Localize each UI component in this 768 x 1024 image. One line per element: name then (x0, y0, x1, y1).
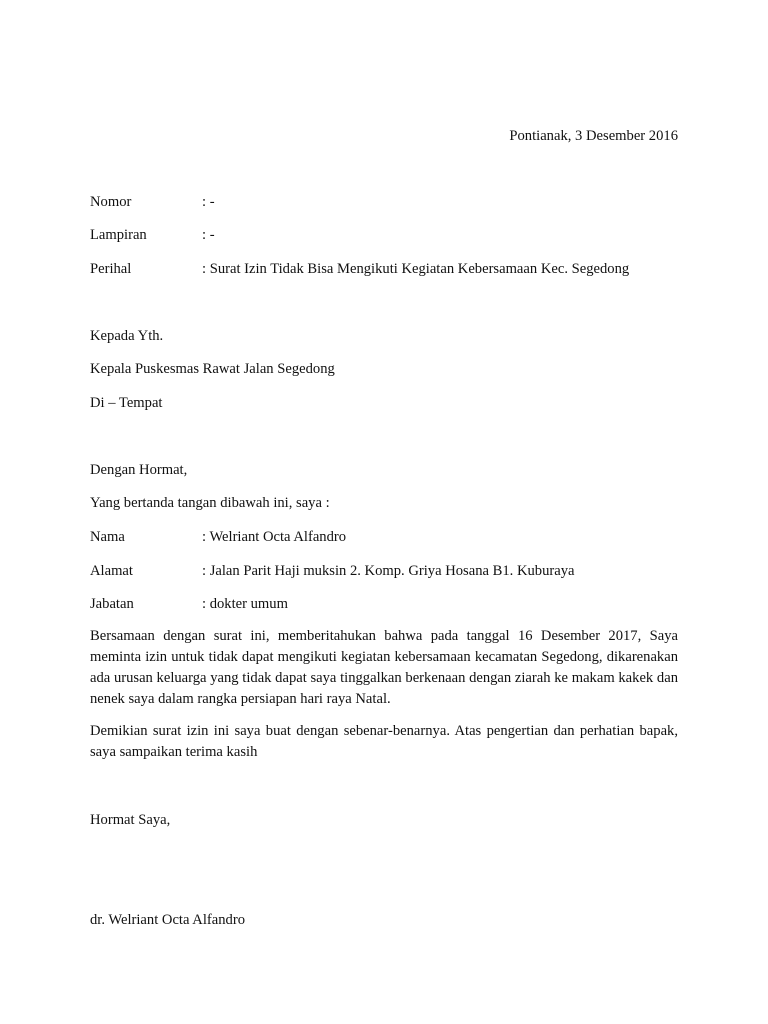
field-label-perihal: Perihal (90, 261, 132, 277)
signature-name: dr. Welriant Octa Alfandro (90, 912, 245, 928)
recipient-line-1: Kepada Yth. (90, 328, 164, 344)
identity-value-nama: : Welriant Octa Alfandro (202, 529, 347, 545)
field-label-lampiran: Lampiran (90, 227, 147, 243)
identity-value-alamat: : Jalan Parit Haji muksin 2. Komp. Griya Hosana B1. Kuburaya (202, 563, 575, 579)
field-label-nomor: Nomor (90, 194, 132, 210)
field-value-nomor: : - (202, 194, 215, 210)
identity-label-alamat: Alamat (90, 563, 133, 579)
salutation: Dengan Hormat, (90, 462, 188, 478)
field-value-lampiran: : - (202, 227, 215, 243)
body-paragraph-1: Bersamaan dengan surat ini, memberitahukan bahwa pada tanggal 16 Desember 2017, Saya meminta izin untuk tidak dapat mengikuti kegiatan kebersamaan kecamatan Segedong, dikarenakan ada urusan keluarga yang tidak dapat saya tinggalkan berkenaan dengan ziarah ke makam kakek dan nenek saya dalam rangka persiapan hari raya Natal. (90, 628, 678, 707)
field-value-perihal: : Surat Izin Tidak Bisa Mengikuti Kegiatan Kebersamaan Kec. Segedong (202, 261, 630, 277)
closing: Hormat Saya, (90, 812, 171, 828)
identity-label-jabatan: Jabatan (90, 596, 134, 612)
recipient-line-2: Kepala Puskesmas Rawat Jalan Segedong (90, 361, 335, 377)
identity-value-jabatan: : dokter umum (202, 596, 288, 612)
identity-label-nama: Nama (90, 529, 125, 545)
body-paragraph-2: Demikian surat izin ini saya buat dengan sebenar-benarnya. Atas pengertian dan perhatian bapak, saya sampaikan terima kasih (90, 723, 678, 760)
place-date: Pontianak, 3 Desember 2016 (509, 128, 678, 144)
recipient-line-3: Di – Tempat (90, 395, 163, 411)
intro-line: Yang bertanda tangan dibawah ini, saya : (90, 495, 330, 511)
